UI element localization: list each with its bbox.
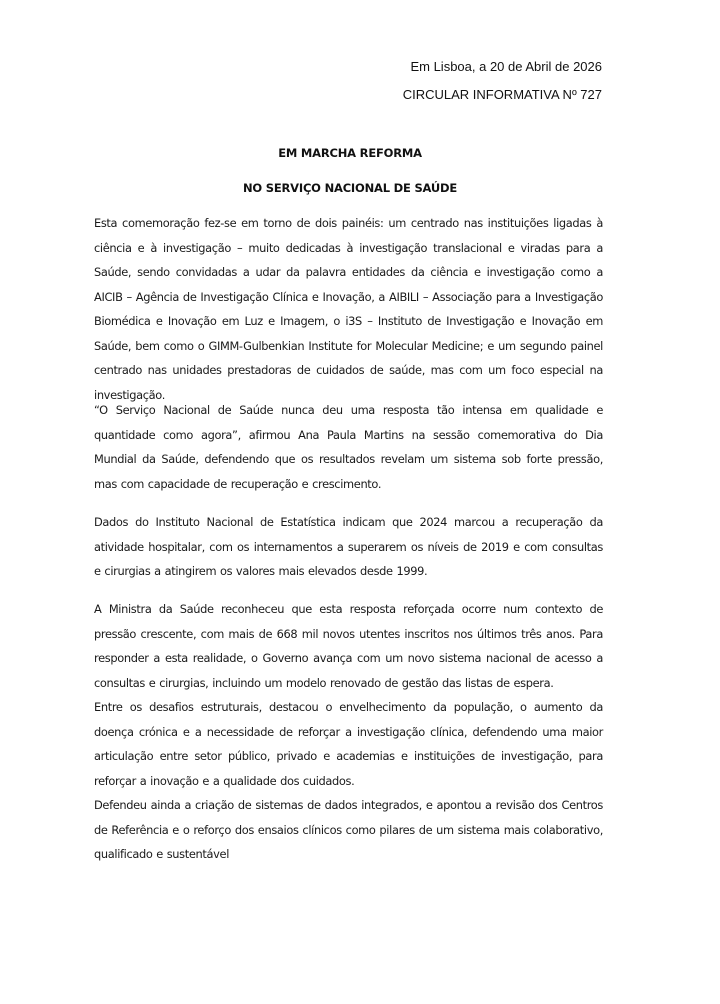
paragraph-challenges: Entre os desafios estruturais, destacou o envelhecimento da população, o aumento da doença crónica e a necessidade de reforçar a investigação clínica, defendendo uma maior articulação entre setor público, privado e academias e instituições de investigação, para reforçar a inovação e a qualidade dos cuidados. xyxy=(94,700,603,788)
body-text-block-4 xyxy=(94,597,603,867)
paragraph-data-systems: Defendeu ainda a criação de sistemas de dados integrados, e apontou a revisão dos Centros de Referência e o reforço dos ensaios clínicos como pilares de um sistema mais colaborativo, qualificado e sustentável xyxy=(94,798,603,861)
date-line: Em Lisboa, a 20 de Abril de 2026 xyxy=(410,59,602,74)
body-text-block-3 xyxy=(94,510,603,584)
paragraph-minister: A Ministra da Saúde reconheceu que esta resposta reforçada ocorre num contexto de pressão crescente, com mais de 668 mil novos utentes inscritos nos últimos três anos. Para responder a esta realidade, o Governo avança com um novo sistema nacional de acesso a consultas e cirurgias, incluindo um modelo renovado de gestão das listas de espera. xyxy=(94,602,603,690)
paragraph-quote: “O Serviço Nacional de Saúde nunca deu uma resposta tão intensa em qualidade e quantidade como agora”, afirmou Ana Paula Martins na sessão comemorativa do Dia Mundial da Saúde, defendendo que os resultados revelam um sistema sob forte pressão, mas com capacidade de recuperação e crescimento. xyxy=(94,403,603,491)
document-title-line-1: EM MARCHA REFORMA xyxy=(278,146,422,160)
circular-number: CIRCULAR INFORMATIVA Nº 727 xyxy=(402,87,602,102)
body-text-block-1 xyxy=(94,211,603,407)
paragraph-panels: Esta comemoração fez-se em torno de dois painéis: um centrado nas instituições ligadas à ciência e à investigação – muito dedicadas à investigação translacional e viradas para a Saúde, sendo convidadas a udar da palavra entidades da ciência e investigação como a AICIB – Agência de Investigação Clínica e Inovação, a AIBILI – Associação para a Investigação Biomédica e Inovação em Luz e Imagem, o i3S – Instituto de Investigação e Inovação em Saúde, bem como o GIMM-Gulbenkian Institute for Molecular Medicine; e um segundo painel centrado nas unidades prestadoras de cuidados de saúde, mas com um foco especial na investigação. xyxy=(94,216,603,402)
paragraph-statistics: Dados do Instituto Nacional de Estatística indicam que 2024 marcou a recuperação da atividade hospitalar, com os internamentos a superarem os níveis de 2019 e com consultas e cirurgias a atingirem os valores mais elevados desde 1999. xyxy=(94,515,603,578)
document-title-line-2: NO SERVIÇO NACIONAL DE SAÚDE xyxy=(242,181,458,195)
body-text-block-2 xyxy=(94,398,603,496)
